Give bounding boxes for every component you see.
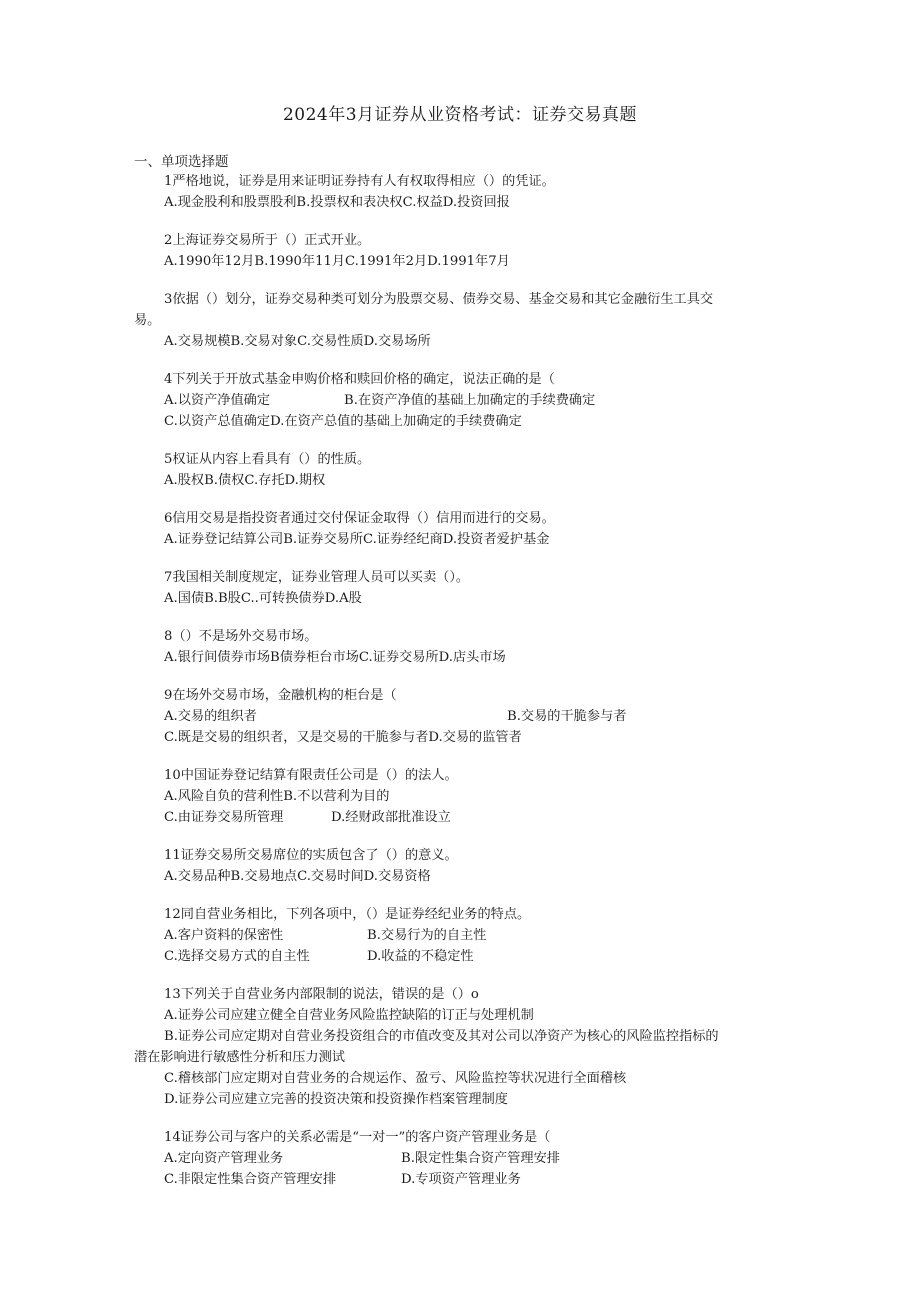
question-stem: 6信用交易是指投资者通过交付保证金取得（）信用而进行的交易。 [164, 511, 555, 526]
question-options: A.股权B.债权C.存托D.期权 [164, 473, 326, 488]
option-d: D.经财政部批准设立 [331, 810, 451, 825]
question-stem: 9在场外交易市场，金融机构的柜台是（ [164, 688, 397, 703]
option-d: D.证券公司应建立完善的投资决策和投资操作档案管理制度 [164, 1092, 508, 1107]
option-row [134, 946, 724, 967]
question-options: A.现金股利和股票股利B.投票权和表决权C.权益D.投资回报 [164, 195, 510, 210]
question-4 [134, 369, 724, 432]
question-stem: 7我国相关制度规定，证券业管理人员可以买卖（）。 [164, 570, 470, 585]
option-d: D.收益的不稳定性 [367, 949, 474, 964]
question-13 [134, 984, 724, 1110]
option-row [134, 925, 724, 946]
option-b: B.交易的干脆参与者 [507, 709, 627, 724]
question-options: A.银行间债券市场B债券柜台市场C.证券交易所D.店头市场 [164, 650, 506, 665]
question-stem: 1严格地说，证券是用来证明证券持有人有权取得相应（）的凭证。 [164, 174, 555, 189]
question-stem: 4下列关于开放式基金申购价格和赎回价格的确定，说法正确的是（ [164, 372, 555, 387]
question-stem: 8（）不是场外交易市场。 [164, 629, 318, 644]
question-1 [134, 171, 724, 213]
option-cd: C.以资产总值确定D.在资产总值的基础上加确定的手续费确定 [164, 414, 522, 429]
question-options: A.证券登记结算公司B.证券交易所C.证券经纪商D.投资者爱护基金 [164, 532, 550, 547]
option-row [134, 706, 724, 727]
question-stem: 5权证从内容上看具有（）的性质。 [164, 452, 371, 467]
question-options: A.交易规模B.交易对象C.交易性质D.交易场所 [164, 334, 431, 349]
option-cd: C.既是交易的组织者，又是交易的干脆参与者D.交易的监管者 [164, 730, 522, 745]
question-11 [134, 845, 724, 887]
question-5 [134, 449, 724, 491]
question-stem: 3依据（）划分，证券交易种类可划分为股票交易、债券交易、基金交易和其它金融衍生工具交易。 [134, 292, 714, 328]
option-b: B.在资产净值的基础上加确定的手续费确定 [344, 393, 596, 408]
option-row [134, 390, 724, 411]
option-c: C.选择交易方式的自主性 [164, 949, 310, 964]
option-c: C.非限定性集合资产管理安排 [164, 1172, 337, 1187]
option-b: B.限定性集合资产管理安排 [401, 1151, 560, 1166]
question-3 [134, 289, 724, 352]
question-10 [134, 765, 724, 828]
question-options: A.1990年12月B.1990年11月C.1991年2月D.1991年7月 [164, 254, 510, 269]
option-row [134, 1169, 724, 1190]
question-stem: 2上海证券交易所于（）正式开业。 [164, 233, 371, 248]
option-b: B.证券公司应定期对自营业务投资组合的市值改变及其对公司以净资产为核心的风险监控指标的潜在影响进行敏感性分析和压力测试 [134, 1029, 719, 1065]
option-row [134, 1148, 724, 1169]
section-heading: 一、单项选择题 [134, 154, 229, 170]
option-a: A.交易的组织者 [164, 709, 257, 724]
question-stem: 10中国证券登记结算有限责任公司是（）的法人。 [164, 768, 458, 783]
option-row [134, 807, 724, 828]
question-12 [134, 904, 724, 967]
question-6 [134, 508, 724, 550]
question-list [134, 171, 724, 1207]
question-options: A.交易品种B.交易地点C.交易时间D.交易资格 [164, 869, 431, 884]
question-7 [134, 567, 724, 609]
question-stem: 11证券交易所交易席位的实质包含了（）的意义。 [164, 848, 458, 863]
question-14 [134, 1127, 724, 1190]
question-9 [134, 685, 724, 748]
option-a: A.证券公司应建立健全自营业务风险监控缺陷的订正与处理机制 [164, 1008, 534, 1023]
option-ab: A.风险自负的营利性B.不以营利为目的 [164, 789, 390, 804]
option-d: D.专项资产管理业务 [401, 1172, 521, 1187]
question-stem: 12同自营业务相比，下列各项中，（）是证券经纪业务的特点。 [164, 907, 531, 922]
question-2 [134, 230, 724, 272]
question-stem: 14证券公司与客户的关系必需是“一对一”的客户资产管理业务是（ [164, 1130, 551, 1145]
option-a: A.以资产净值确定 [164, 393, 271, 408]
option-a: A.客户资料的保密性 [164, 928, 284, 943]
option-a: A.定向资产管理业务 [164, 1151, 284, 1166]
question-8 [134, 626, 724, 668]
question-options: A.国债B.B股C..可转换债券D.A股 [164, 591, 362, 606]
option-c: C.稽核部门应定期对自营业务的合规运作、盈亏、风险监控等状况进行全面稽核 [164, 1071, 627, 1086]
option-c: C.由证券交易所管理 [164, 810, 284, 825]
option-b: B.交易行为的自主性 [367, 928, 487, 943]
document-title: 2024年3月证券从业资格考试：证券交易真题 [282, 105, 638, 125]
question-stem: 13下列关于自营业务内部限制的说法，错误的是（）o [164, 987, 479, 1002]
